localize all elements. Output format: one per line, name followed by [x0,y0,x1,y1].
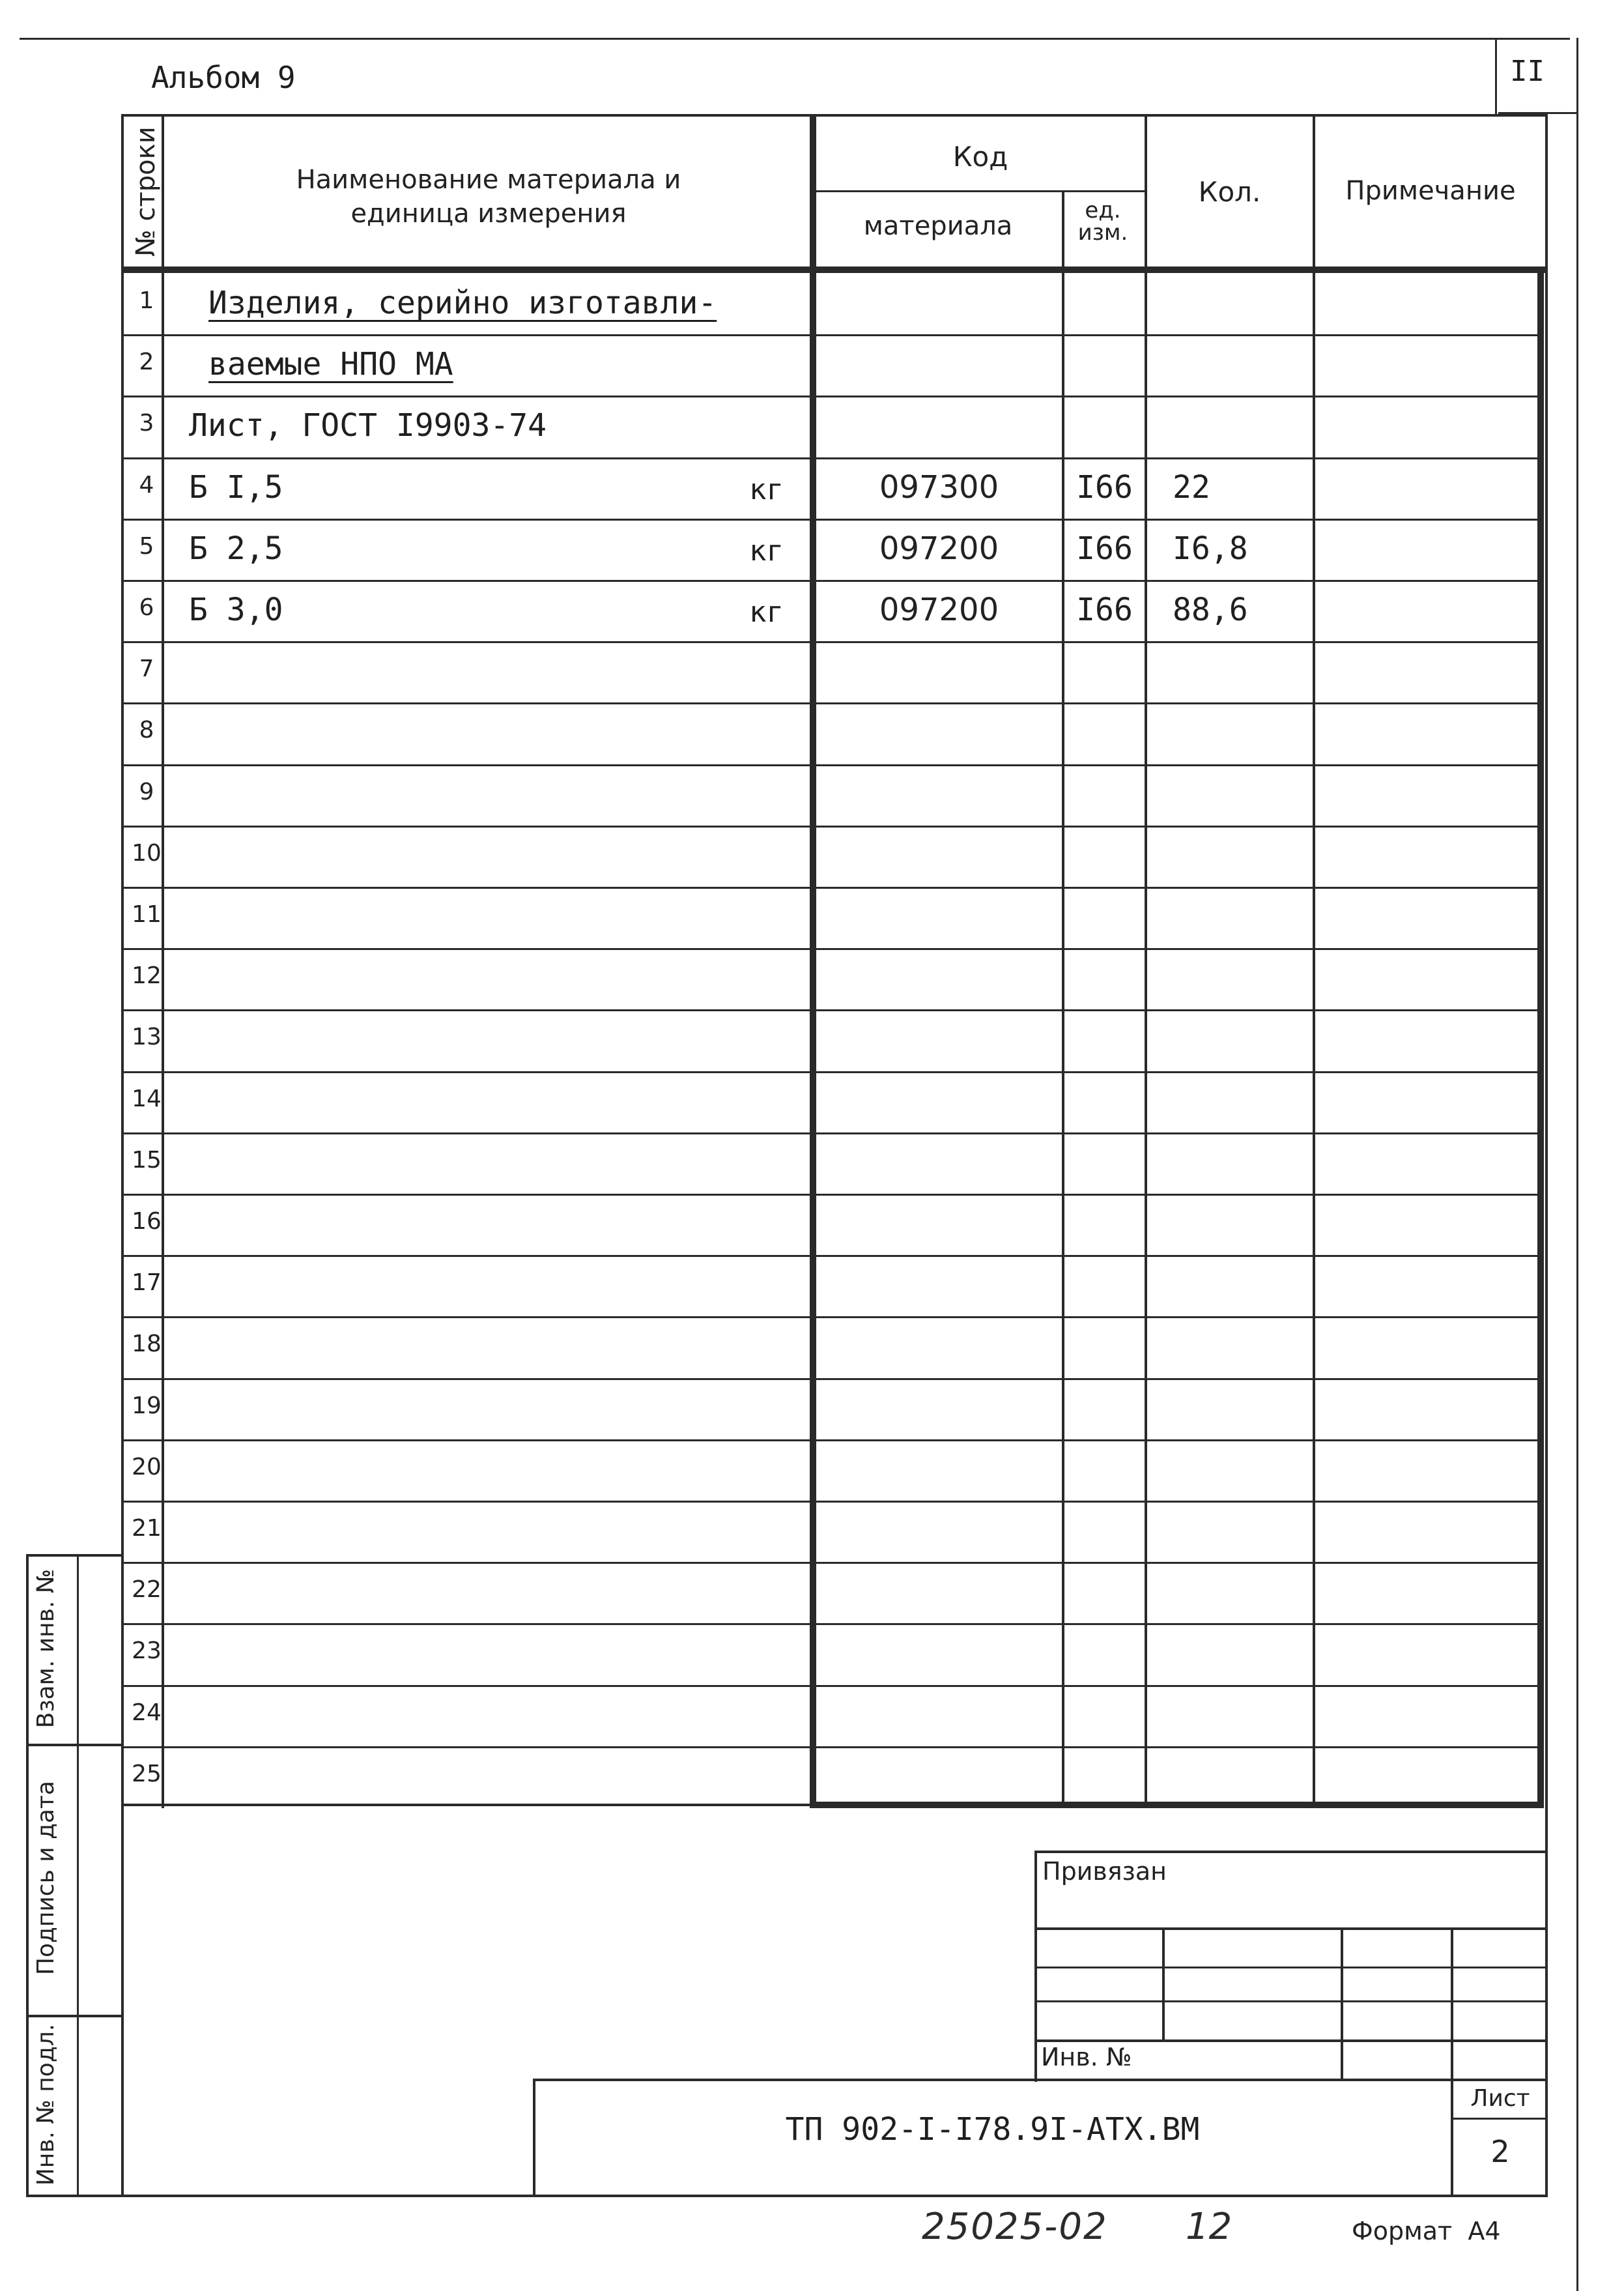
table-row-number: 6 [139,594,154,621]
table-row-number: 22 [132,1576,162,1603]
row-separator [121,1255,1541,1257]
sheet-mark: II [1510,55,1545,88]
header-code-unit: ед. изм. [1077,197,1128,246]
row-separator [121,702,1541,704]
table-row-qty: 22 [1173,469,1210,506]
table-row-number: 16 [132,1208,162,1235]
frame-right [1545,114,1548,2196]
footer-format: Формат А4 [1352,2217,1501,2245]
table-row-unit-code: I66 [1076,530,1133,567]
table-bottom-thick [810,1802,1544,1808]
table-row-name: Лист, ГОСТ I9903-74 [189,407,547,444]
stamp-podpis: Подпись и дата [33,1780,59,1976]
table-row-number: 9 [139,779,154,805]
table-row-number: 13 [132,1024,162,1050]
col-line-name [810,114,816,1808]
table-row-number: 15 [132,1147,162,1174]
row-separator [121,396,1541,397]
row-separator [121,334,1541,336]
col-line-right-thick [1537,267,1544,1808]
row-separator [121,1623,1541,1625]
tb-privyazan-top [1036,1851,1548,1853]
col-line-unit [1145,114,1147,1808]
table-row-number: 1 [139,287,154,314]
table-row-unit: кг [749,534,784,568]
table-row-number: 21 [132,1515,162,1542]
row-separator [121,580,1541,582]
table-row-number: 24 [132,1699,162,1726]
code-split-line [814,190,1147,192]
footer-handwritten-no: 25025-02 [922,2206,1108,2248]
row-separator [121,887,1541,889]
table-row-number: 2 [139,349,154,375]
table-row-number: 7 [139,656,154,682]
tb-privyazan: Привязан [1042,1857,1167,1886]
table-row-material-code: 097200 [879,530,999,567]
table-row-unit-code: I66 [1076,592,1133,628]
table-row-number: 19 [132,1392,162,1419]
table-row-number: 10 [132,840,162,867]
col-line-qty [1313,114,1315,1808]
table-row-number: 12 [132,962,162,989]
tb-list-split [1451,2118,1548,2120]
table-row-name: Изделия, серийно изготавли- [208,285,717,321]
row-separator [121,1194,1541,1196]
row-separator [121,457,1541,459]
tb-list-no: 2 [1490,2134,1510,2169]
table-row-number: 4 [139,472,154,498]
header-code: Код [952,141,1008,173]
table-bottom-line [121,1804,812,1806]
sheet-mark-left [1495,39,1497,114]
table-row-number: 20 [132,1454,162,1480]
row-separator [121,1071,1541,1073]
row-separator [121,764,1541,766]
row-separator [121,1685,1541,1687]
stamp-vzam: Взам. инв. № [33,1568,59,1729]
tb-col-2 [1341,1927,1343,2081]
frame-left [121,114,124,2196]
table-row-number: 11 [132,901,162,928]
row-separator [121,641,1541,643]
table-row-name: Б 2,5 [189,530,283,567]
header-row-no: № строки [131,126,161,257]
table-row-unit: кг [749,473,784,506]
table-top-line [121,114,1548,117]
table-row-number: 25 [132,1761,162,1787]
table-row-qty: 88,6 [1173,592,1248,628]
tb-row-1 [1036,1927,1548,1930]
frame-top [20,38,1570,40]
row-separator [121,948,1541,950]
table-row-number: 8 [139,717,154,743]
stamp-sep-2 [26,2015,124,2017]
stamp-top [26,1554,124,1557]
tb-list-label: Лист [1470,2085,1530,2112]
header-bottom-line [121,267,1548,273]
table-row-name: ваемые НПО МА [208,346,453,382]
tb-main-top [534,2079,1548,2081]
row-separator [121,826,1541,828]
stamp-sep-1 [26,1744,124,1746]
frame-bottom [121,2195,1548,2197]
table-row-name: Б I,5 [189,469,283,506]
tb-row-2 [1036,1967,1548,1968]
table-row-qty: I6,8 [1173,530,1248,567]
tb-row-3 [1036,2000,1548,2002]
row-separator [121,1378,1541,1380]
stamp-left [26,1554,29,2196]
album-label: Альбом 9 [151,60,296,95]
col-line-code [1062,190,1064,1808]
header-code-material: материала [863,211,1013,241]
tb-col-3 [1451,1927,1453,2081]
row-separator [121,1562,1541,1564]
table-row-unit: кг [749,596,784,629]
tb-row-4 [1036,2039,1548,2042]
table-row-number: 18 [132,1331,162,1357]
footer-handwritten-page: 12 [1186,2206,1232,2248]
row-separator [121,1746,1541,1748]
row-separator [121,1439,1541,1441]
header-qty: Кол. [1198,176,1261,208]
stamp-bottom [26,2195,124,2197]
tb-designation: ТП 902-I-I78.9I-АТХ.ВМ [785,2111,1200,2148]
tb-inv-no: Инв. № [1041,2043,1132,2071]
frame-right-outer [1576,38,1578,2291]
row-separator [121,519,1541,521]
stamp-inv: Инв. № подл. [33,2023,59,2186]
tb-col-1 [1162,1927,1165,2042]
row-separator [121,1501,1541,1503]
table-row-number: 23 [132,1637,162,1664]
table-row-number: 14 [132,1086,162,1112]
header-note: Примечание [1345,176,1516,206]
table-row-number: 17 [132,1269,162,1296]
table-row-material-code: 097300 [879,469,999,506]
row-separator [121,1009,1541,1011]
table-row-number: 5 [139,533,154,560]
table-row-name: Б 3,0 [189,592,283,628]
table-row-unit-code: I66 [1076,469,1133,506]
table-row-number: 3 [139,410,154,437]
row-separator [121,1132,1541,1134]
header-name: Наименование материала и единица измерения [296,165,681,229]
table-row-material-code: 097200 [879,592,999,628]
stamp-inner [77,1554,79,2196]
row-separator [121,1316,1541,1318]
